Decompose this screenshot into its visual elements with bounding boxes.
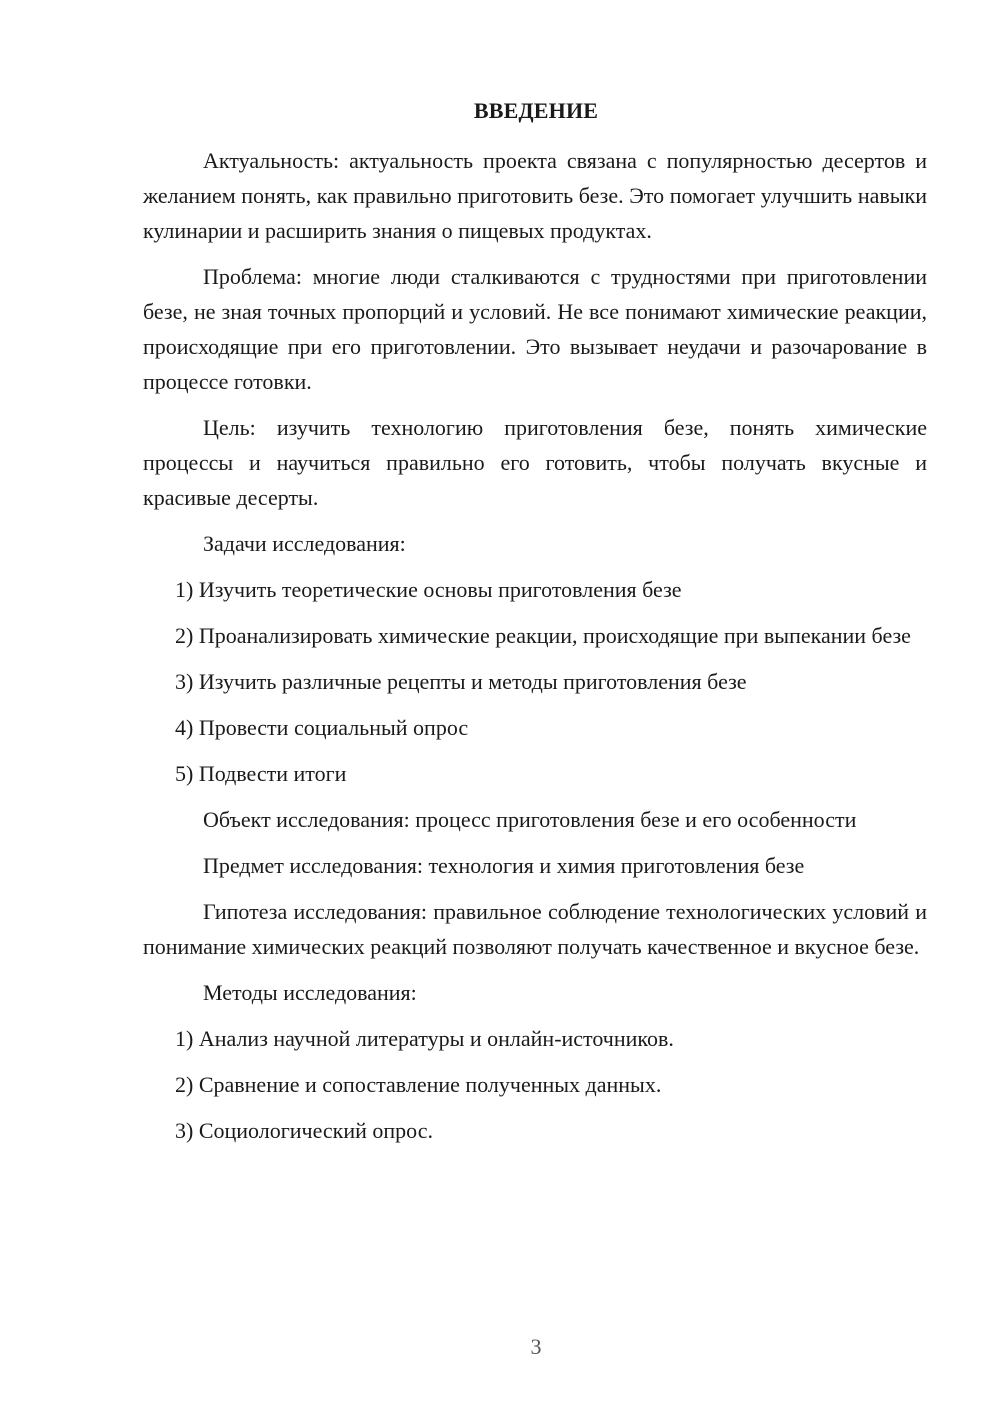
methods-heading: Методы исследования: xyxy=(203,980,417,1005)
method-item-3: 3) Социологический опрос. xyxy=(175,1118,433,1143)
method-item-2: 2) Сравнение и сопоставление полученных данных. xyxy=(175,1072,662,1097)
task-item-5: 5) Подвести итоги xyxy=(175,761,347,786)
method-item-1: 1) Анализ научной литературы и онлайн-источников. xyxy=(175,1026,674,1051)
subject-paragraph: Предмет исследования: технология и химия приготовления безе xyxy=(203,853,805,878)
task-item-4: 4) Провести социальный опрос xyxy=(175,715,469,740)
page-title: ВВЕДЕНИЕ xyxy=(473,98,599,123)
object-paragraph: Объект исследования: процесс приготовления безе и его особенности xyxy=(203,807,857,832)
relevance-paragraph: Актуальность: актуальность проекта связана с популярностью десертов и желанием понять, как правильно приготовить безе. Это помогает улучшить навыки кулинарии и расширить знания о пищевых продуктах. xyxy=(143,148,927,243)
problem-paragraph: Проблема: многие люди сталкиваются с трудностями при приготовлении безе, не зная точных пропорций и условий. Не все понимают химические реакции, происходящие при его приготовлении. Это вызывает неудачи и разочарование в процессе готовки. xyxy=(143,264,927,394)
task-item-1: 1) Изучить теоретические основы приготовления безе xyxy=(175,577,682,602)
goal-paragraph: Цель: изучить технологию приготовления безе, понять химические процессы и научиться правильно его готовить, чтобы получать вкусные и красивые десерты. xyxy=(143,415,927,510)
page-number: 3 xyxy=(530,1334,542,1359)
task-item-3: 3) Изучить различные рецепты и методы приготовления безе xyxy=(175,669,747,694)
hypothesis-paragraph: Гипотеза исследования: правильное соблюдение технологических условий и понимание химических реакций позволяют получать качественное и вкусное безе. xyxy=(143,899,927,959)
tasks-heading: Задачи исследования: xyxy=(203,531,406,556)
task-item-2: 2) Проанализировать химические реакции, происходящие при выпекании безе xyxy=(175,623,911,648)
document-body xyxy=(143,143,927,1159)
